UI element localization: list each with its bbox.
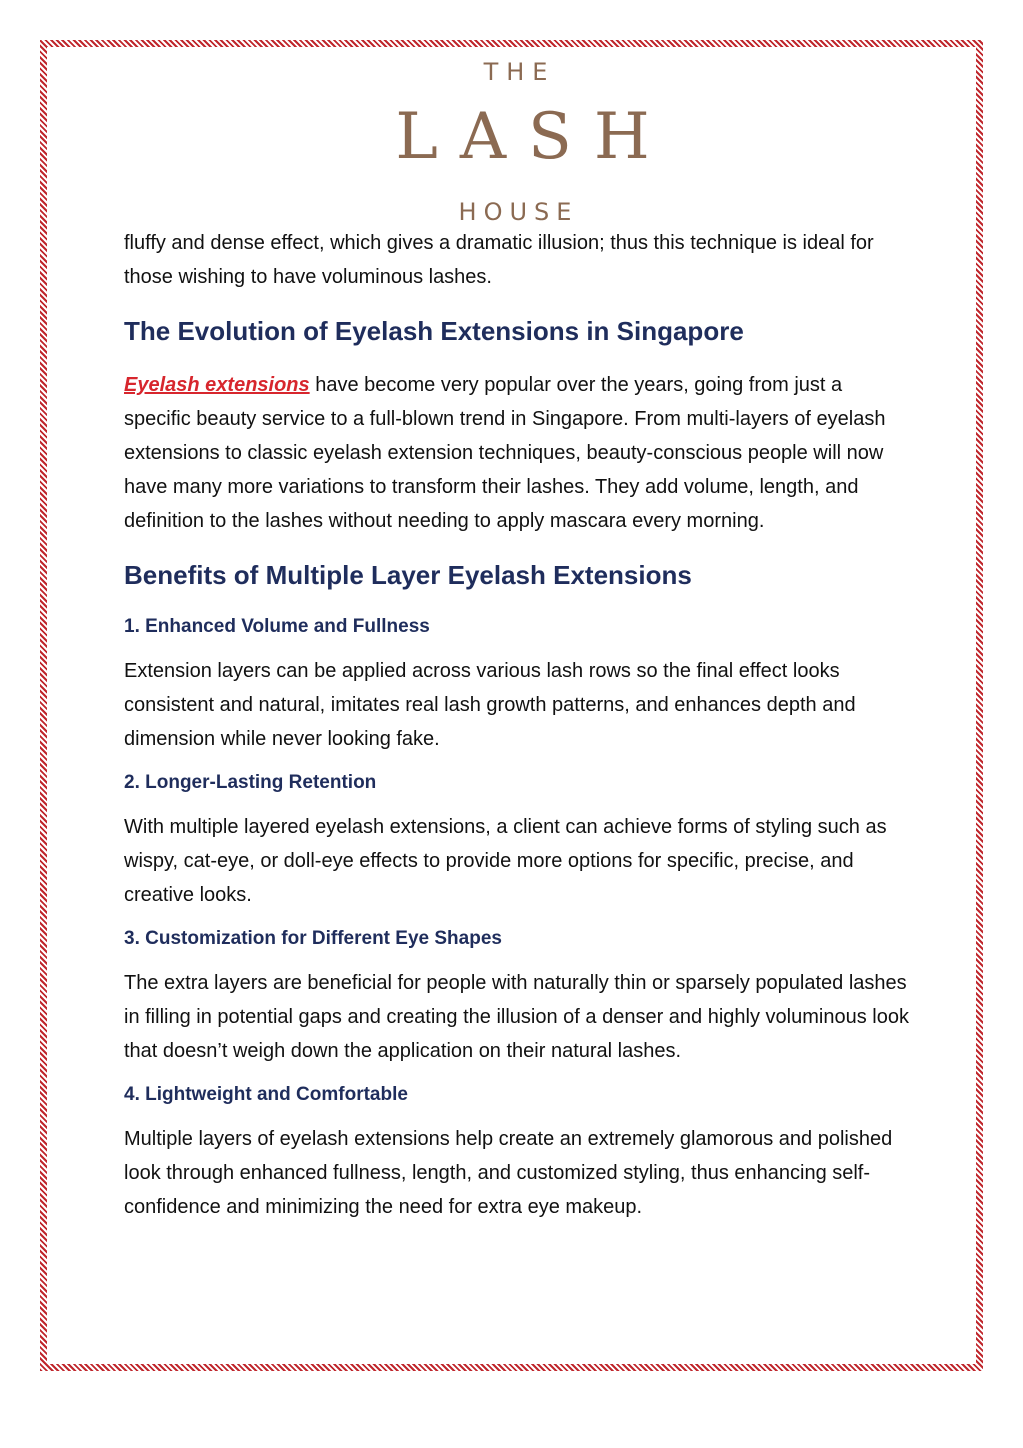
- intro-paragraph: fluffy and dense effect, which gives a dramatic illusion; thus this technique is ideal for those wishing to have voluminous lashes.: [124, 232, 874, 288]
- benefit-4-text: Multiple layers of eyelash extensions help create an extremely glamorous and polished look through enhanced fullness, length, and customized styling, thus enhancing self-confidence and minimizing the need for extra eye makeup.: [124, 1128, 893, 1218]
- section1-heading: The Evolution of Eyelash Extensions in Singapore: [124, 316, 744, 346]
- benefit-1-title: 1. Enhanced Volume and Fullness: [124, 616, 430, 637]
- section1-body-text: have become very popular over the years, going from just a specific beauty service to a full-blown trend in Singapore. From multi-layers of eyelash extensions to classic eyelash extension techniques, beauty-conscious people will now have many more variations to transform their lashes. They add volume, length, and definition to the lashes without needing to apply mascara every morning.: [124, 374, 886, 532]
- document-body: [124, 226, 914, 1224]
- benefit-2-text: With multiple layered eyelash extensions, a client can achieve forms of styling such as wispy, cat-eye, or doll-eye effects to provide more options for specific, precise, and creative looks.: [124, 816, 887, 906]
- logo-the: THE: [483, 58, 556, 86]
- logo-house: HOUSE: [458, 198, 579, 226]
- benefit-3-text: The extra layers are beneficial for people with naturally thin or sparsely populated lashes in filling in potential gaps and creating the illusion of a denser and highly voluminous look that doesn’t weigh down the application on their natural lashes.: [124, 972, 909, 1062]
- benefit-2-title: 2. Longer-Lasting Retention: [124, 772, 377, 793]
- benefit-1-text: Extension layers can be applied across various lash rows so the final effect looks consistent and natural, imitates real lash growth patterns, and enhances depth and dimension while never looking fake.: [124, 660, 856, 750]
- eyelash-extensions-link[interactable]: Eyelash extensions: [124, 374, 310, 396]
- benefit-4-title: 4. Lightweight and Comfortable: [124, 1084, 408, 1105]
- logo-lash: LASH: [395, 100, 672, 174]
- benefit-3-title: 3. Customization for Different Eye Shapes: [124, 928, 502, 949]
- section1-paragraph: [124, 368, 914, 538]
- section2-heading: Benefits of Multiple Layer Eyelash Extensions: [124, 560, 692, 590]
